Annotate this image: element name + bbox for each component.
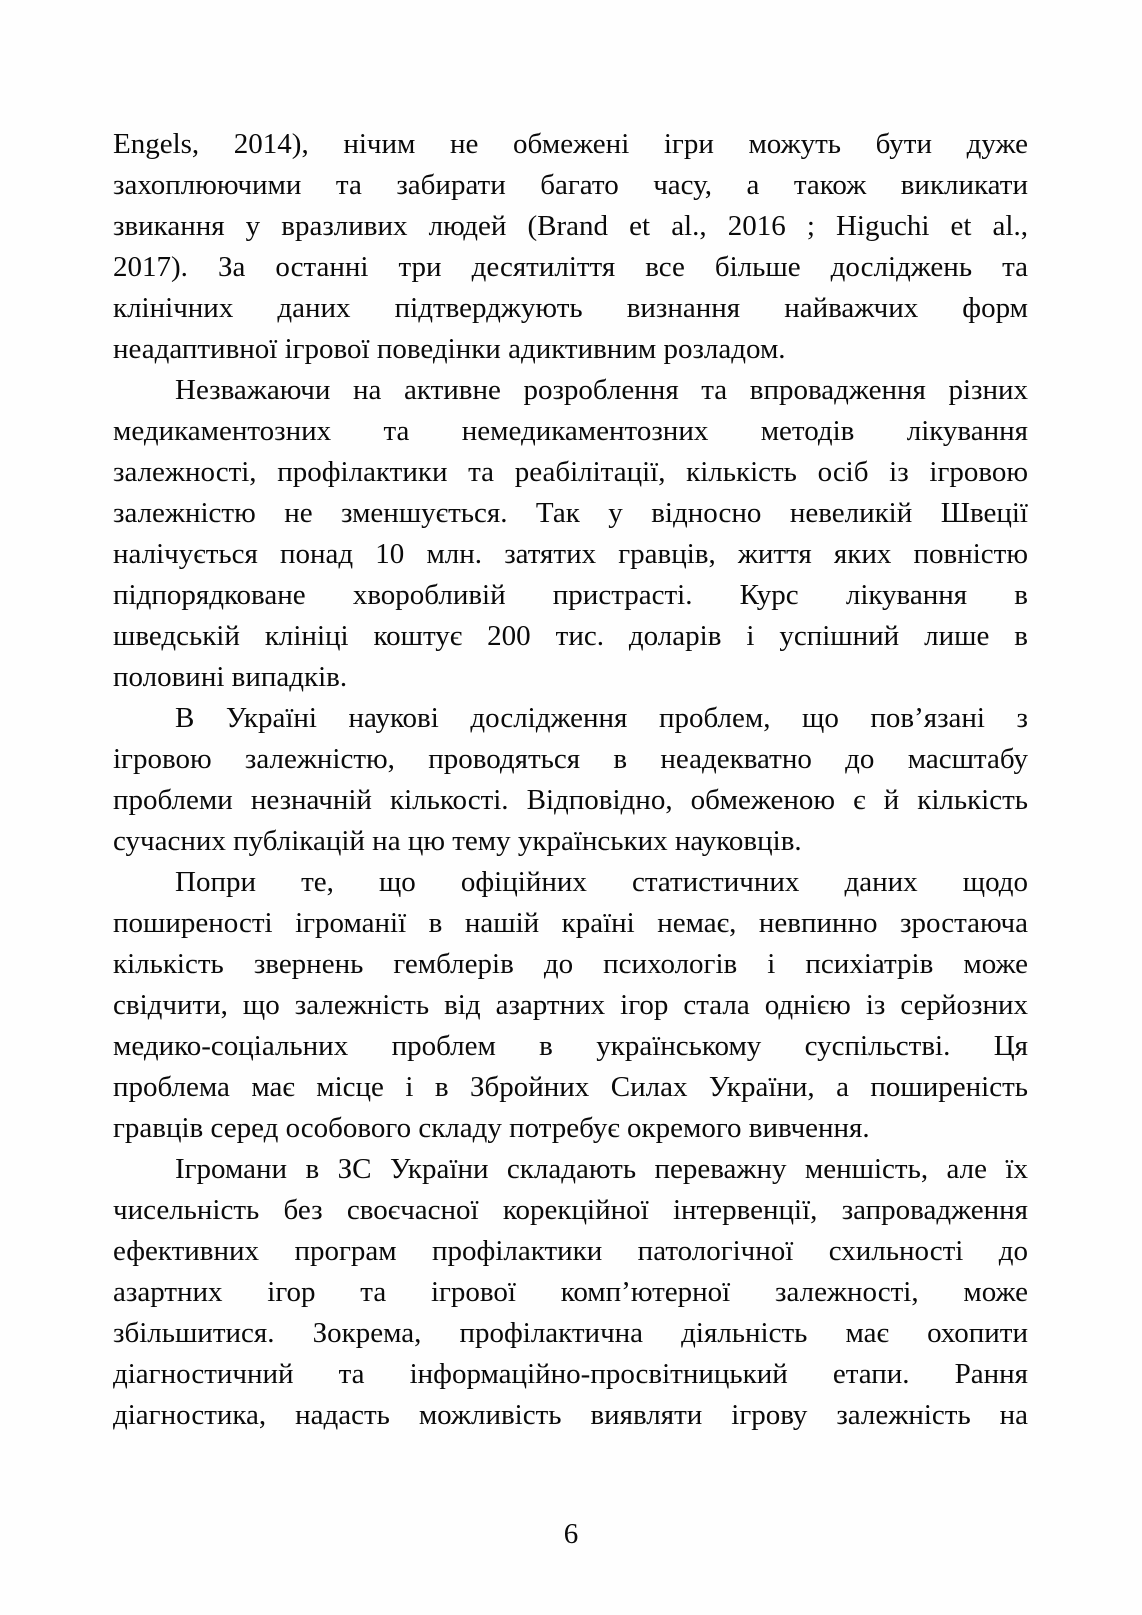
text-line: залежності, профілактики та реабілітації, кількість осіб із ігровою — [113, 456, 1028, 488]
text-line: Незважаючи на активне розроблення та впровадження різних — [175, 374, 1028, 406]
text-line: підпорядковане хворобливій пристрасті. Курс лікування в — [113, 579, 1028, 611]
text-line: налічується понад 10 млн. затятих гравців, життя яких повністю — [113, 538, 1028, 570]
text-line: шведській клініці коштує 200 тис. доларів і успішний лише в — [113, 620, 1028, 652]
text-line: ігровою залежністю, проводяться в неадекватно до масштабу — [113, 743, 1028, 775]
page-number: 6 — [563, 1518, 579, 1550]
text-line: ефективних програм профілактики патологічної схильності до — [113, 1235, 1028, 1267]
text-line: Engels, 2014), нічим не обмежені ігри можуть бути дуже — [113, 128, 1028, 160]
text-line: чисельність без своєчасної корекційної інтервенції, запровадження — [113, 1194, 1028, 1226]
text-line: клінічних даних підтверджують визнання найважчих форм — [113, 292, 1028, 324]
paragraph — [113, 698, 1028, 862]
text-line: діагностичний та інформаційно-просвітницький етапи. Рання — [113, 1358, 1028, 1390]
text-line: захоплюючими та забирати багато часу, а також викликати — [113, 169, 1028, 201]
text-line: Ігромани в ЗС України складають переважну меншість, але їх — [175, 1153, 1028, 1185]
text-line: сучасних публікацій на цю тему українських науковців. — [113, 825, 802, 857]
text-line: проблеми незначній кількості. Відповідно, обмеженою є й кількість — [113, 784, 1028, 816]
paragraph — [113, 1149, 1028, 1436]
paragraph — [113, 124, 1028, 370]
text-line: збільшитися. Зокрема, профілактична діяльність має охопити — [113, 1317, 1028, 1349]
text-line: свідчити, що залежність від азартних ігор стала однією із серйозних — [113, 989, 1028, 1021]
text-line: В Україні наукові дослідження проблем, що пов’язані з — [175, 702, 1028, 734]
text-line: медико-соціальних проблем в українському суспільстві. Ця — [113, 1030, 1028, 1062]
text-line: гравців серед особового складу потребує окремого вивчення. — [113, 1112, 870, 1144]
text-line: проблема має місце і в Збройних Силах України, а поширеність — [113, 1071, 1028, 1103]
text-line: залежністю не зменшується. Так у відносно невеликій Швеції — [113, 497, 1028, 529]
text-line: половині випадків. — [113, 661, 348, 693]
page-body-text — [113, 124, 1028, 1436]
text-line: медикаментозних та немедикаментозних методів лікування — [113, 415, 1028, 447]
text-line: звикання у вразливих людей (Brand et al., 2016 ; Higuchi et al., — [113, 210, 1028, 242]
text-line: поширеності ігроманії в нашій країні немає, невпинно зростаюча — [113, 907, 1028, 939]
paragraph — [113, 370, 1028, 698]
text-line: Попри те, що офіційних статистичних даних щодо — [175, 866, 1028, 898]
text-line: 2017). За останні три десятиліття все більше досліджень та — [113, 251, 1028, 283]
text-line: неадаптивної ігрової поведінки адиктивним розладом. — [113, 333, 786, 365]
paragraph — [113, 862, 1028, 1149]
text-line: азартних ігор та ігрової комп’ютерної залежності, може — [113, 1276, 1028, 1308]
text-line: діагностика, надасть можливість виявляти ігрову залежність на — [113, 1399, 1028, 1431]
text-line: кількість звернень гемблерів до психологів і психіатрів може — [113, 948, 1028, 980]
